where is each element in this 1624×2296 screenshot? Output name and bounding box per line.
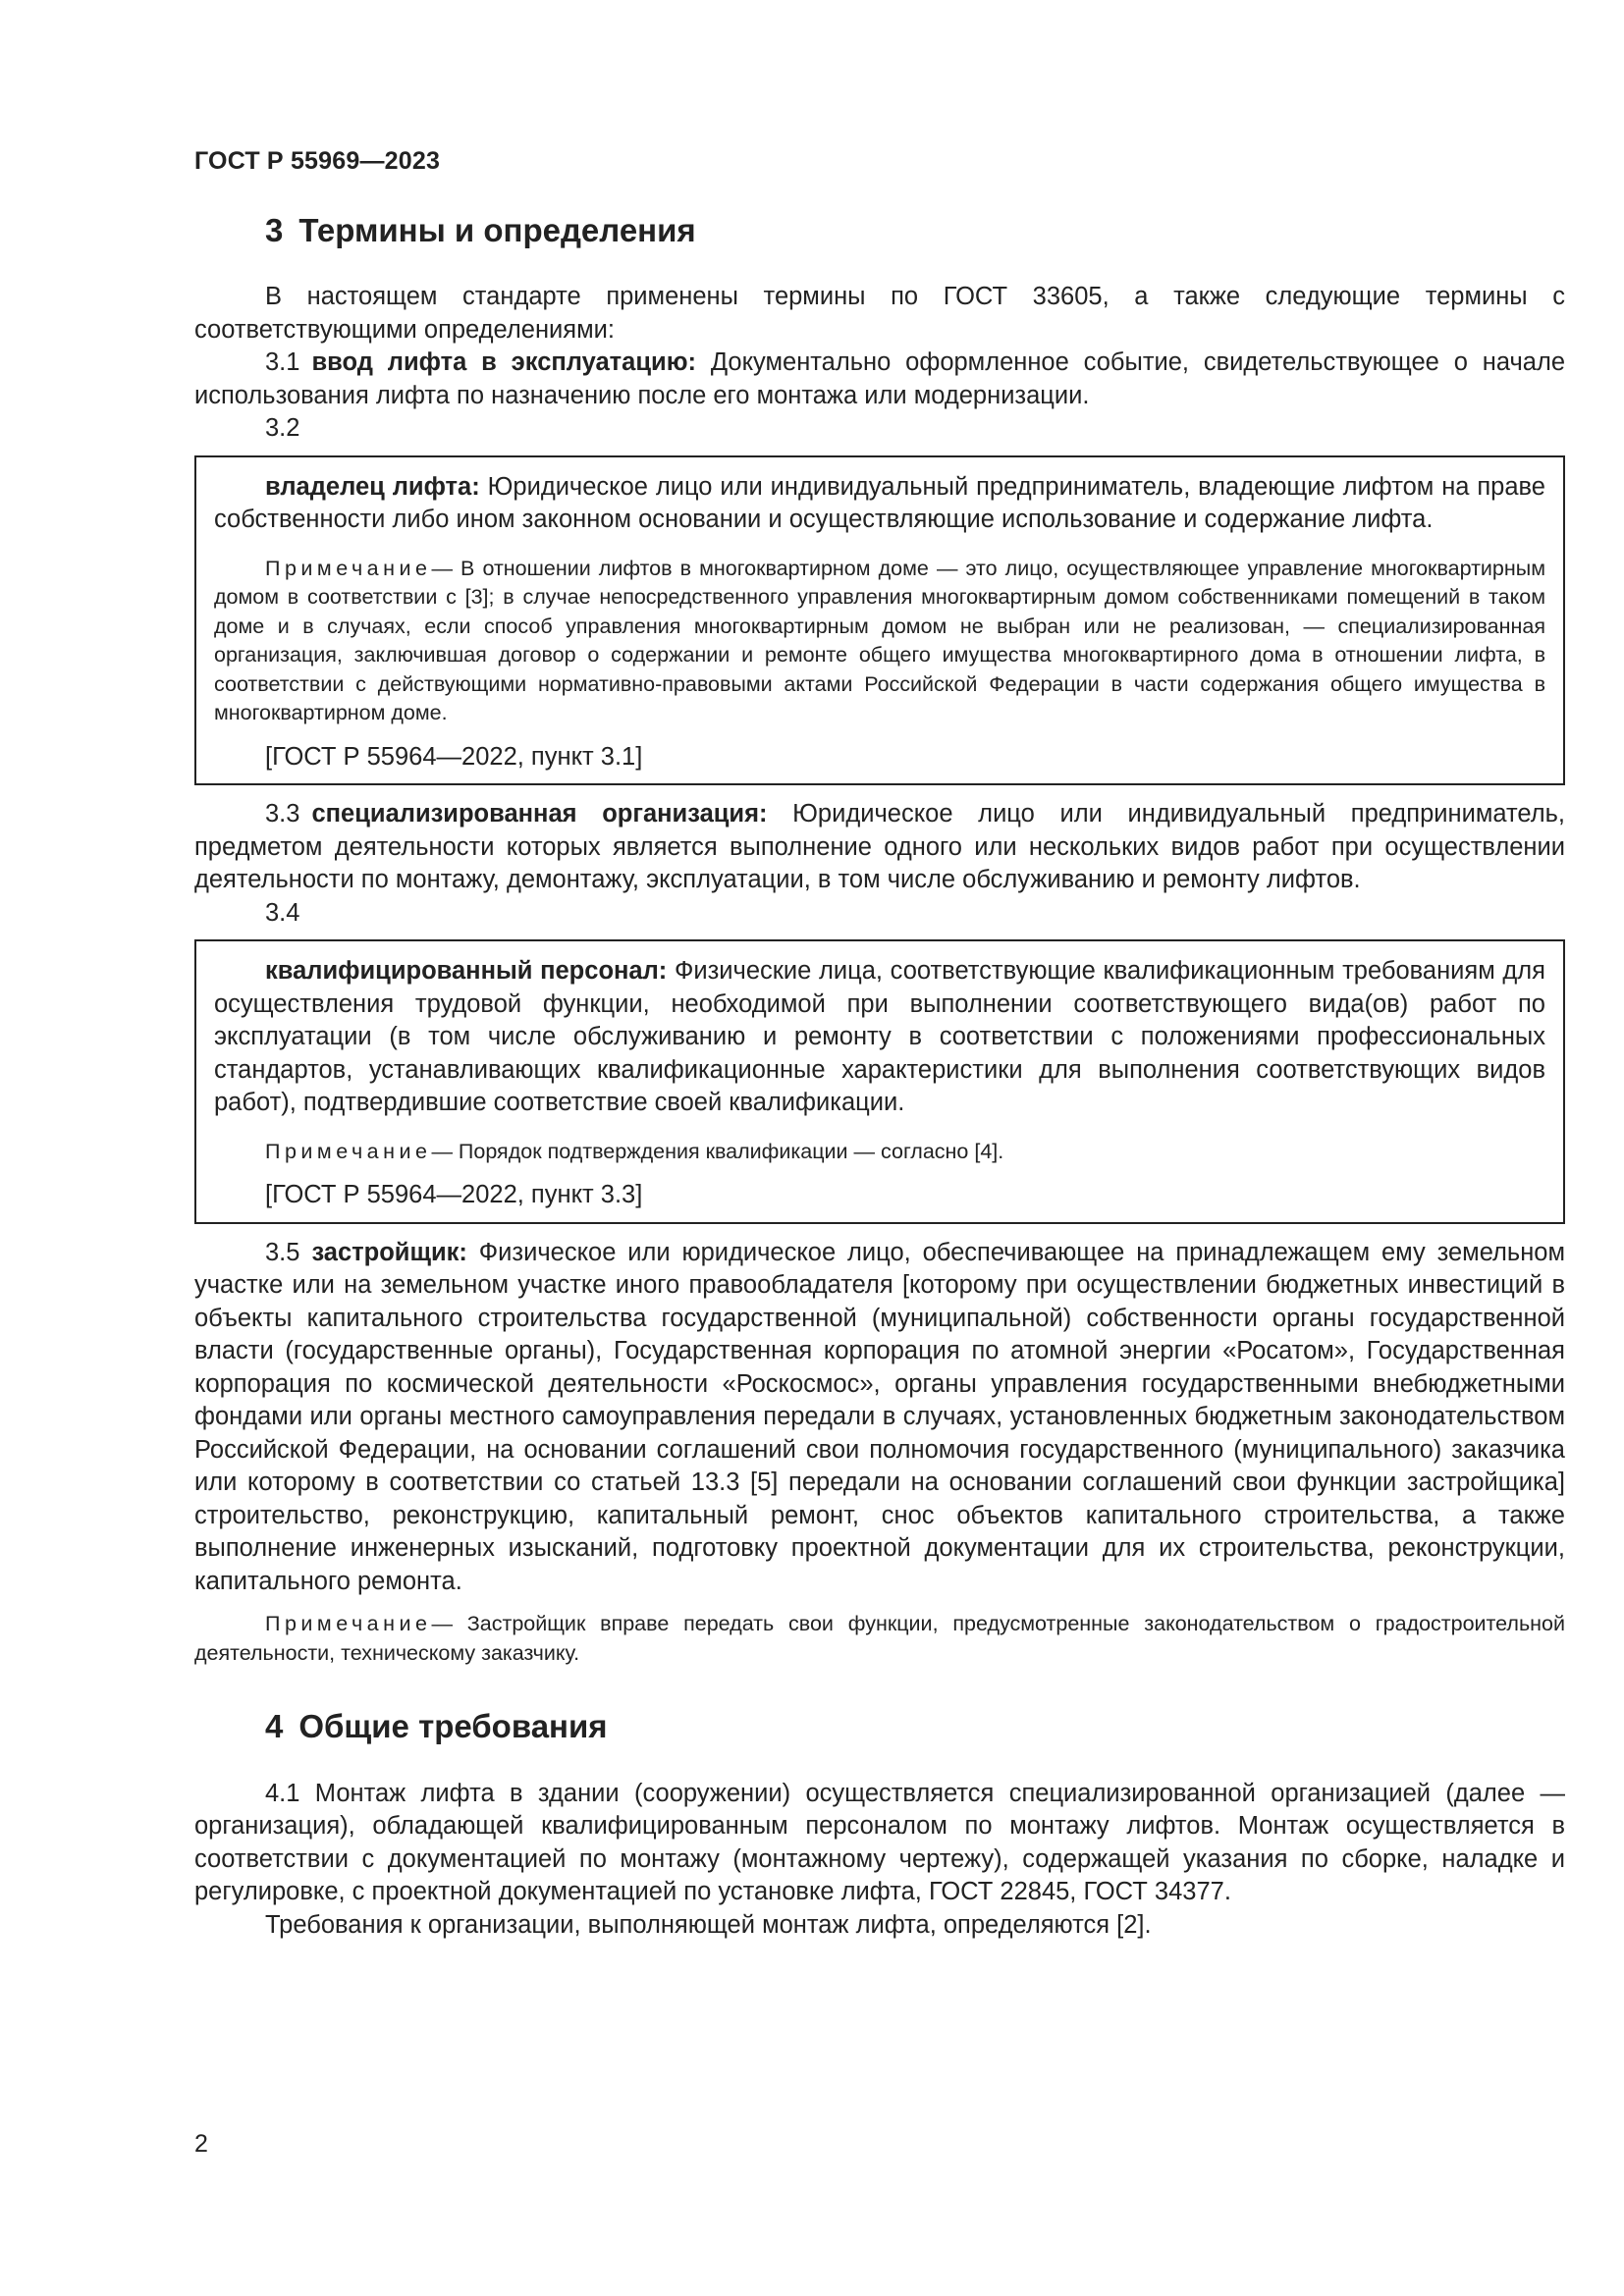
term-3-2-definition: Юридическое лицо или индивидуальный предприниматель, владеющие лифтом на праве собственности либо ином законном основании и осуществляющие использование и содержание лифта.: [214, 472, 1545, 534]
term-3-5-note: [194, 1610, 1565, 1668]
term-3-4-name: квалифицированный персонал:: [265, 957, 668, 986]
term-3-5-number: 3.5: [265, 1238, 300, 1266]
term-3-4-definition: Физические лица, соответствующие квалификационным требованиям для осуществления трудовой функции, необходимой при выполнении соответствующего вида(ов) работ по эксплуатации (в том числе обслуживанию и ремонту в соответствии с положениями профессиональных стандартов, устанавливающих квалификационные характеристики для выполнения соответствующих видов работ), подтвердившие соответствие своей квалификации.: [214, 957, 1545, 1117]
term-3-3-definition: Юридическое лицо или индивидуальный предприниматель, предметом деятельности которых является выполнение одного или нескольких видов работ при осуществлении деятельности по монтажу, демонтажу, эксплуатации, в том числе обслуживанию и ремонту лифтов.: [194, 800, 1565, 894]
term-3-2-number: 3.2: [265, 414, 300, 443]
term-3-4: [214, 955, 1545, 1120]
term-3-5: [194, 1237, 1565, 1599]
section-3-intro: В настоящем стандарте применены термины по ГОСТ 33605, а также следующие термины с соответствующими определениями:: [194, 283, 1565, 344]
term-3-1-definition: Документально оформленное событие, свидетельствующее о начале использования лифта по назначению после его монтажа или модернизации.: [194, 348, 1566, 409]
section-4-heading: [265, 1709, 1565, 1744]
term-3-4-box: [194, 939, 1565, 1224]
term-3-2-note: [214, 555, 1545, 728]
section-4-number: 4: [265, 1708, 284, 1745]
term-3-1: [194, 347, 1565, 412]
term-3-3-name: специализированная организация:: [311, 800, 768, 828]
term-3-4-number: 3.4: [265, 898, 300, 927]
clause-4-1: 4.1 Монтаж лифта в здании (сооружении) осуществляется специализированной организацией (далее — организация), обладающей квалифицированным персоналом по монтажу лифтов. Монтаж осуществляется в соответствии с документацией по монтажу (монтажному чертежу), содержащей указания по сборке, наладке и регулировке, с проектной документацией по установке лифта, ГОСТ 22845, ГОСТ 34377.: [194, 1779, 1565, 1906]
term-3-5-name: застройщик:: [311, 1238, 467, 1266]
note-label: Примечание: [265, 1139, 432, 1163]
term-3-1-name: ввод лифта в эксплуатацию:: [311, 348, 696, 377]
term-3-4-note: [214, 1138, 1545, 1167]
term-3-2: [214, 471, 1545, 537]
term-3-5-definition: Физическое или юридическое лицо, обеспечивающее на принадлежащем ему земельном участке или на земельном участке иного правообладателя [которому при осуществлении бюджетных инвестиций в объекты капитального строительства государственной (муниципальной) собственности органы государственной власти (государственные органы), Государственная корпорация по атомной энергии «Росатом», Государственная корпорация по космической деятельности «Роскосмос», органы управления государственными внебюджетными фондами или органы местного самоуправления передали в случаях, установленных бюджетным законодательством Российской Федерации, на основании соглашений свои полномочия государственного (муниципального) заказчика или которому в соответствии со статьей 13.3 [5] передали на основании соглашений свои функции застройщика] строительство, реконструкцию, капитальный ремонт, снос объектов капитального строительства, а также выполнение инженерных изысканий, подготовку проектной документации для их строительства, реконструкции, капитального ремонта.: [194, 1238, 1566, 1595]
term-3-2-name: владелец лифта:: [265, 472, 480, 501]
term-3-2-note-text: — В отношении лифтов в многоквартирном доме — это лицо, осуществляющее управление многоквартирным домом в соответствии с [3]; в случае непосредственного управления многоквартирным домом собственниками помещений в таком доме и в случаях, если способ управления многоквартирным домом не выбран или не реализован, — специализированная организация, заключившая договор о содержании и ремонте общего имущества многоквартирного дома в отношении лифта, в соответствии с действующими нормативно-правовыми актами Российской Федерации в части содержания общего имущества в многоквартирном доме.: [214, 556, 1545, 725]
section-3-title: Термины и определения: [298, 212, 696, 248]
term-3-4-source: [ГОСТ Р 55964—2022, пункт 3.3]: [265, 1181, 643, 1209]
section-3-heading: [265, 213, 1565, 248]
section-4-title: Общие требования: [298, 1708, 608, 1745]
document-header: ГОСТ Р 55969—2023: [194, 147, 441, 175]
clause-4-1-organization: Требования к организации, выполняющей монтаж лифта, определяются [2].: [265, 1910, 1152, 1939]
term-3-1-number: 3.1: [265, 348, 300, 377]
term-3-4-note-text: — Порядок подтверждения квалификации — согласно [4].: [431, 1139, 1004, 1163]
document-page: [194, 147, 1565, 1942]
page-number: 2: [194, 2130, 208, 2158]
term-3-3-number: 3.3: [265, 800, 300, 828]
note-label: Примечание: [265, 556, 432, 580]
section-3-number: 3: [265, 212, 284, 248]
term-3-2-box: [194, 455, 1565, 786]
term-3-5-note-text: — Застройщик вправе передать свои функции, предусмотренные законодательством о градостроительной деятельности, техническому заказчику.: [194, 1612, 1565, 1665]
note-label: Примечание: [265, 1612, 432, 1636]
term-3-3: [194, 798, 1565, 897]
term-3-2-source: [ГОСТ Р 55964—2022, пункт 3.1]: [265, 742, 643, 771]
